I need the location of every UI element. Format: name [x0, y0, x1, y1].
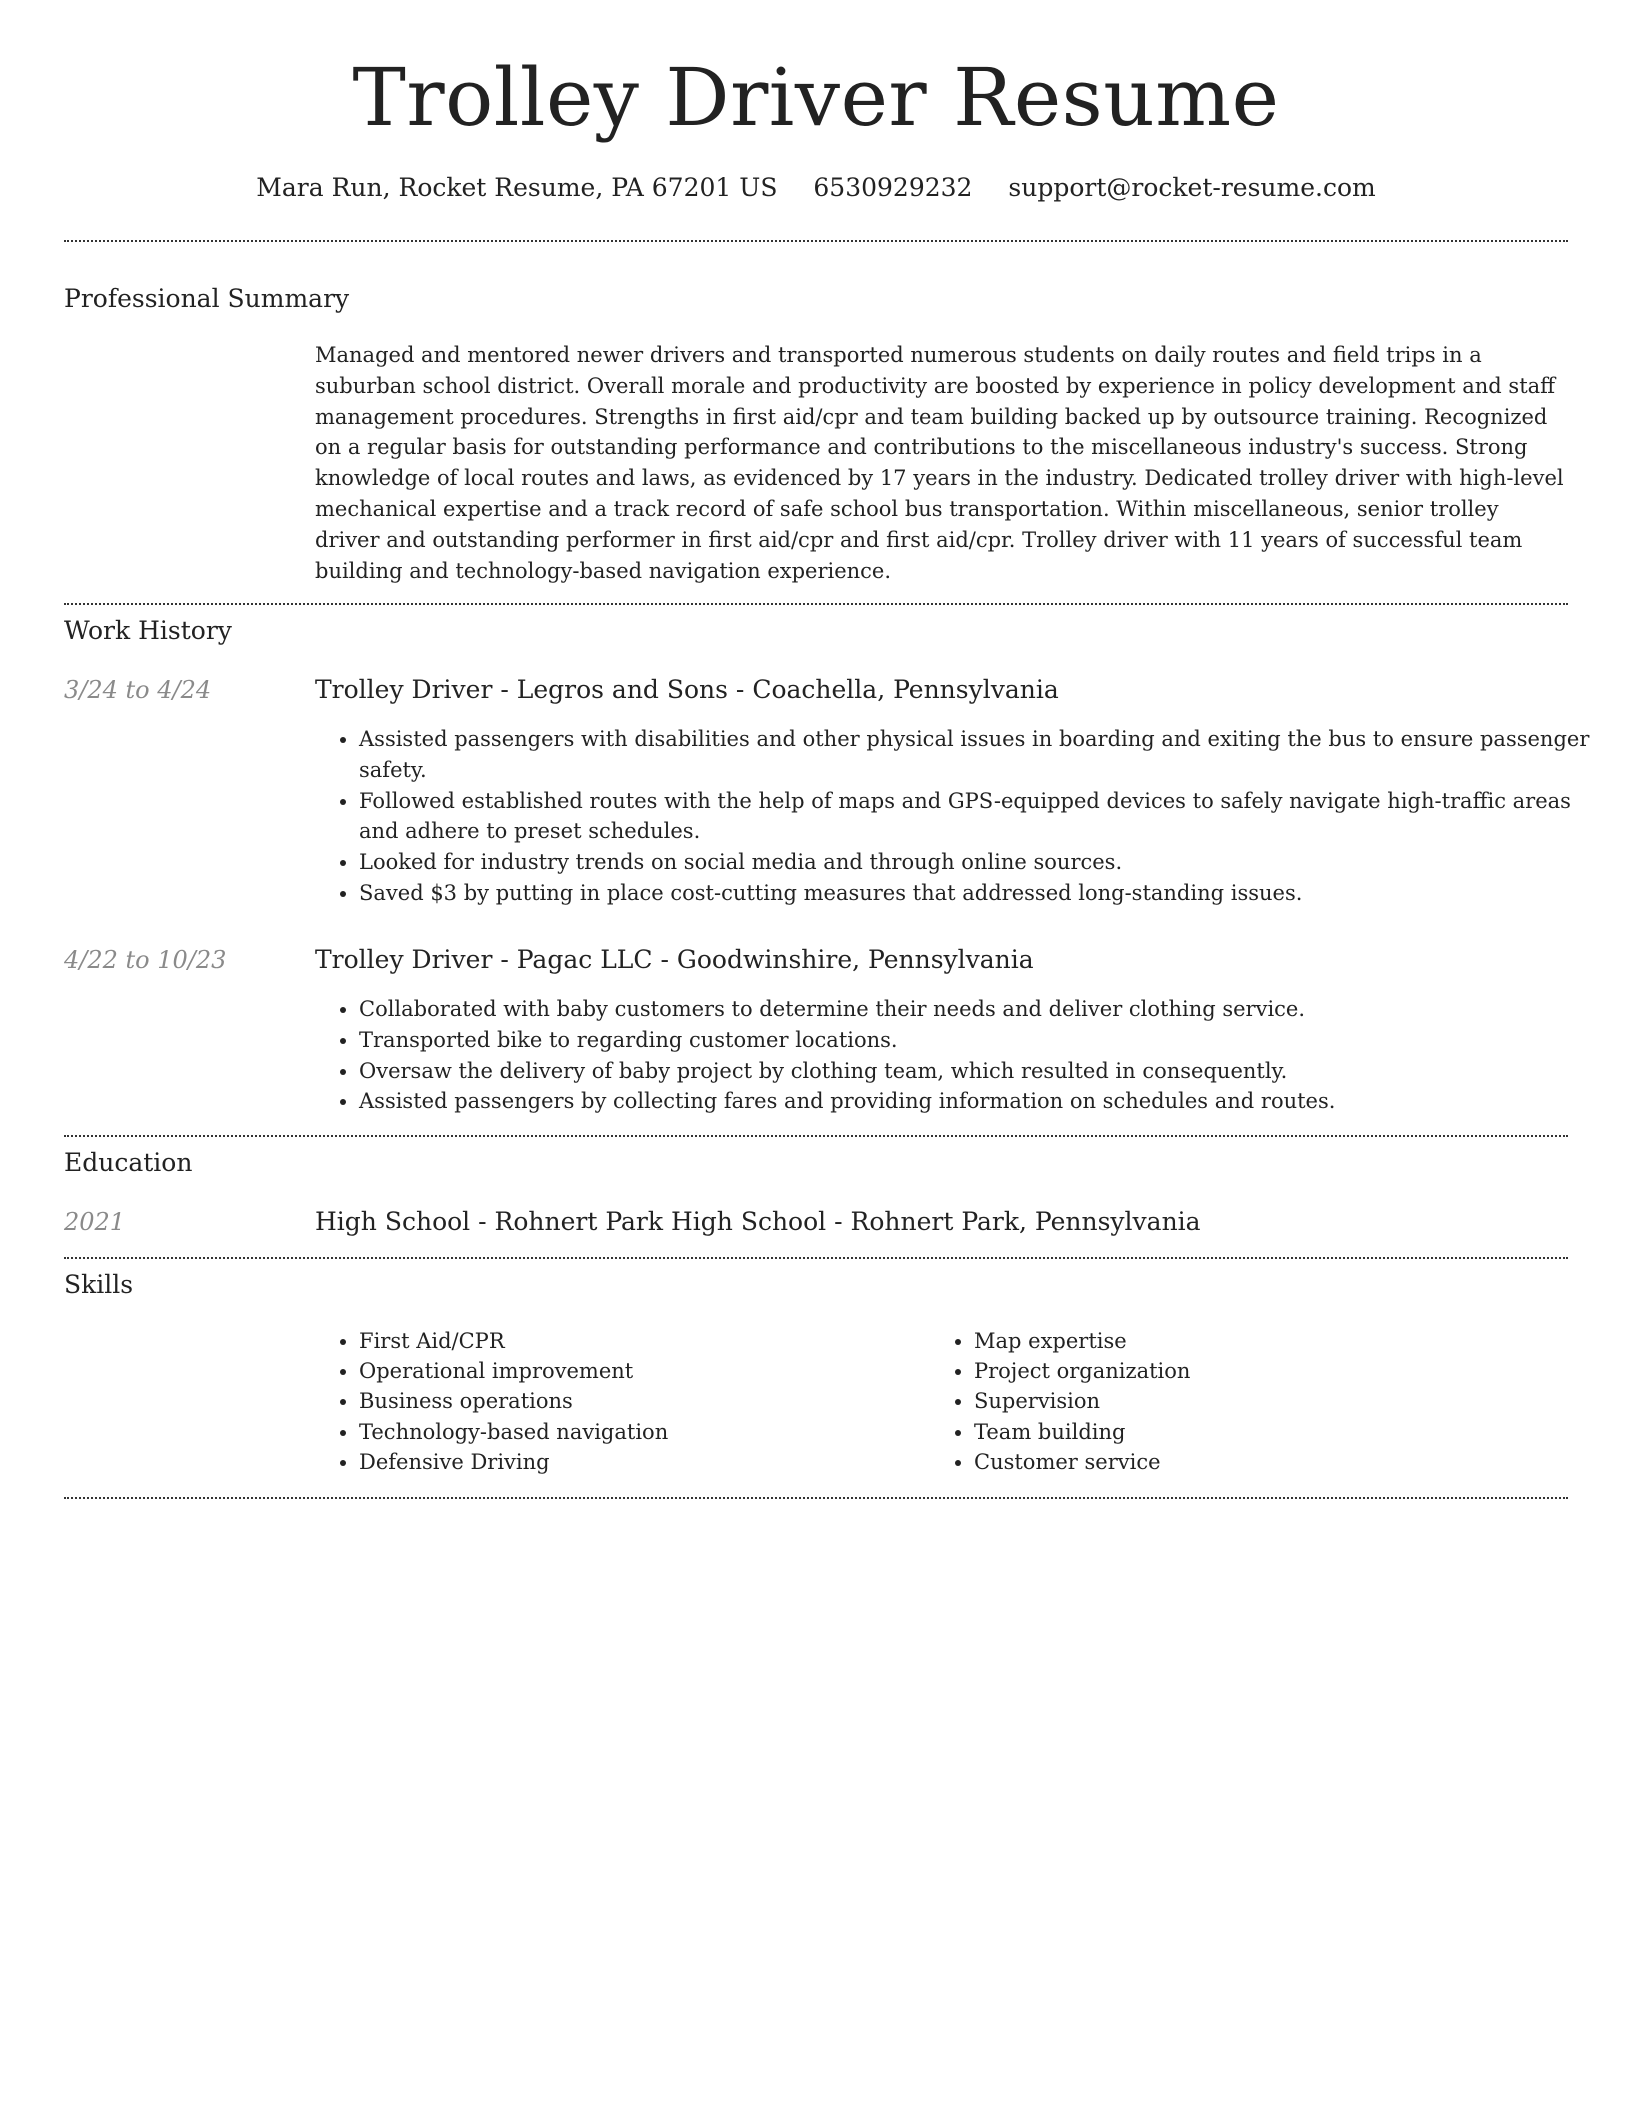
job-bullet: • Oversaw the delivery of baby project by clothing team, which resulted in consequently. [359, 1056, 1612, 1087]
section-heading-skills: Skills [64, 1270, 134, 1299]
education-title: High School - Rohnert Park High School - Rohnert Park, Pennsylvania [315, 1207, 1201, 1236]
resume-title: Trolley Driver Resume [352, 51, 1280, 144]
skills-list-left [315, 1326, 929, 1477]
section-heading-work-history: Work History [64, 616, 232, 645]
skill-item: • Technology-based navigation [359, 1417, 929, 1447]
divider [64, 1497, 1568, 1499]
divider [64, 1257, 1568, 1259]
skill-item: • Project organization [974, 1356, 1574, 1386]
divider [64, 240, 1568, 242]
job-title: Trolley Driver - Legros and Sons - Coachella, Pennsylvania [315, 675, 1059, 704]
contact-address: Mara Run, Rocket Resume, PA 67201 US [256, 173, 778, 202]
job-bullet: • Assisted passengers by collecting fares and providing information on schedules and routes. [359, 1086, 1612, 1117]
skill-item: • Business operations [359, 1386, 929, 1416]
job-bullet: • Followed established routes with the help of maps and GPS-equipped devices to safely navigate high-traffic areas and adhere to preset schedules. [359, 786, 1612, 848]
divider [64, 603, 1568, 605]
job-bullet: • Transported bike to regarding customer locations. [359, 1025, 1612, 1056]
skill-item: • Operational improvement [359, 1356, 929, 1386]
summary-text: Managed and mentored newer drivers and transported numerous students on daily routes and field trips in a suburban school district. Overall morale and productivity are boosted by experience in policy development and staff management procedures. Strengths in first aid/cpr and team building backed up by outsource training. Recognized on a regular basis for outstanding performance and contributions to the miscellaneous industry's success. Strong knowledge of local routes and laws, as evidenced by 17 years in the industry. Dedicated trolley driver with high-level mechanical expertise and a track record of safe school bus transportation. Within miscellaneous, senior trolley driver and outstanding performer in first aid/cpr and first aid/cpr. Trolley driver with 11 years of successful team building and technology-based navigation experience. [315, 343, 1564, 583]
section-heading-summary: Professional Summary [64, 284, 350, 313]
job-bullet: • Saved $3 by putting in place cost-cutting measures that addressed long-standing issues. [359, 878, 1612, 909]
skill-item: • Map expertise [974, 1326, 1574, 1356]
divider [64, 1135, 1568, 1137]
skill-item: • Customer service [974, 1447, 1574, 1477]
job-bullet: • Assisted passengers with disabilities and other physical issues in boarding and exiting the bus to ensure passenger safety. [359, 724, 1612, 786]
skill-item: • Supervision [974, 1386, 1574, 1416]
job-bullets [315, 994, 1612, 1117]
education-year: 2021 [64, 1208, 126, 1236]
contact-phone: 6530929232 [813, 173, 973, 202]
job-bullet: • Looked for industry trends on social media and through online sources. [359, 847, 1612, 878]
skills-list-right [930, 1326, 1574, 1477]
job-dates: 3/24 to 4/24 [64, 676, 212, 704]
skill-item: • Defensive Driving [359, 1447, 929, 1477]
contact-line [64, 170, 1568, 206]
section-heading-education: Education [64, 1148, 193, 1177]
job-dates: 4/22 to 10/23 [64, 946, 227, 974]
skill-item: • Team building [974, 1417, 1574, 1447]
job-bullets [315, 724, 1612, 909]
job-bullet: • Collaborated with baby customers to determine their needs and deliver clothing service. [359, 994, 1612, 1025]
contact-email: support@rocket-resume.com [1008, 173, 1376, 202]
skill-item: • First Aid/CPR [359, 1326, 929, 1356]
job-title: Trolley Driver - Pagac LLC - Goodwinshire, Pennsylvania [315, 945, 1034, 974]
